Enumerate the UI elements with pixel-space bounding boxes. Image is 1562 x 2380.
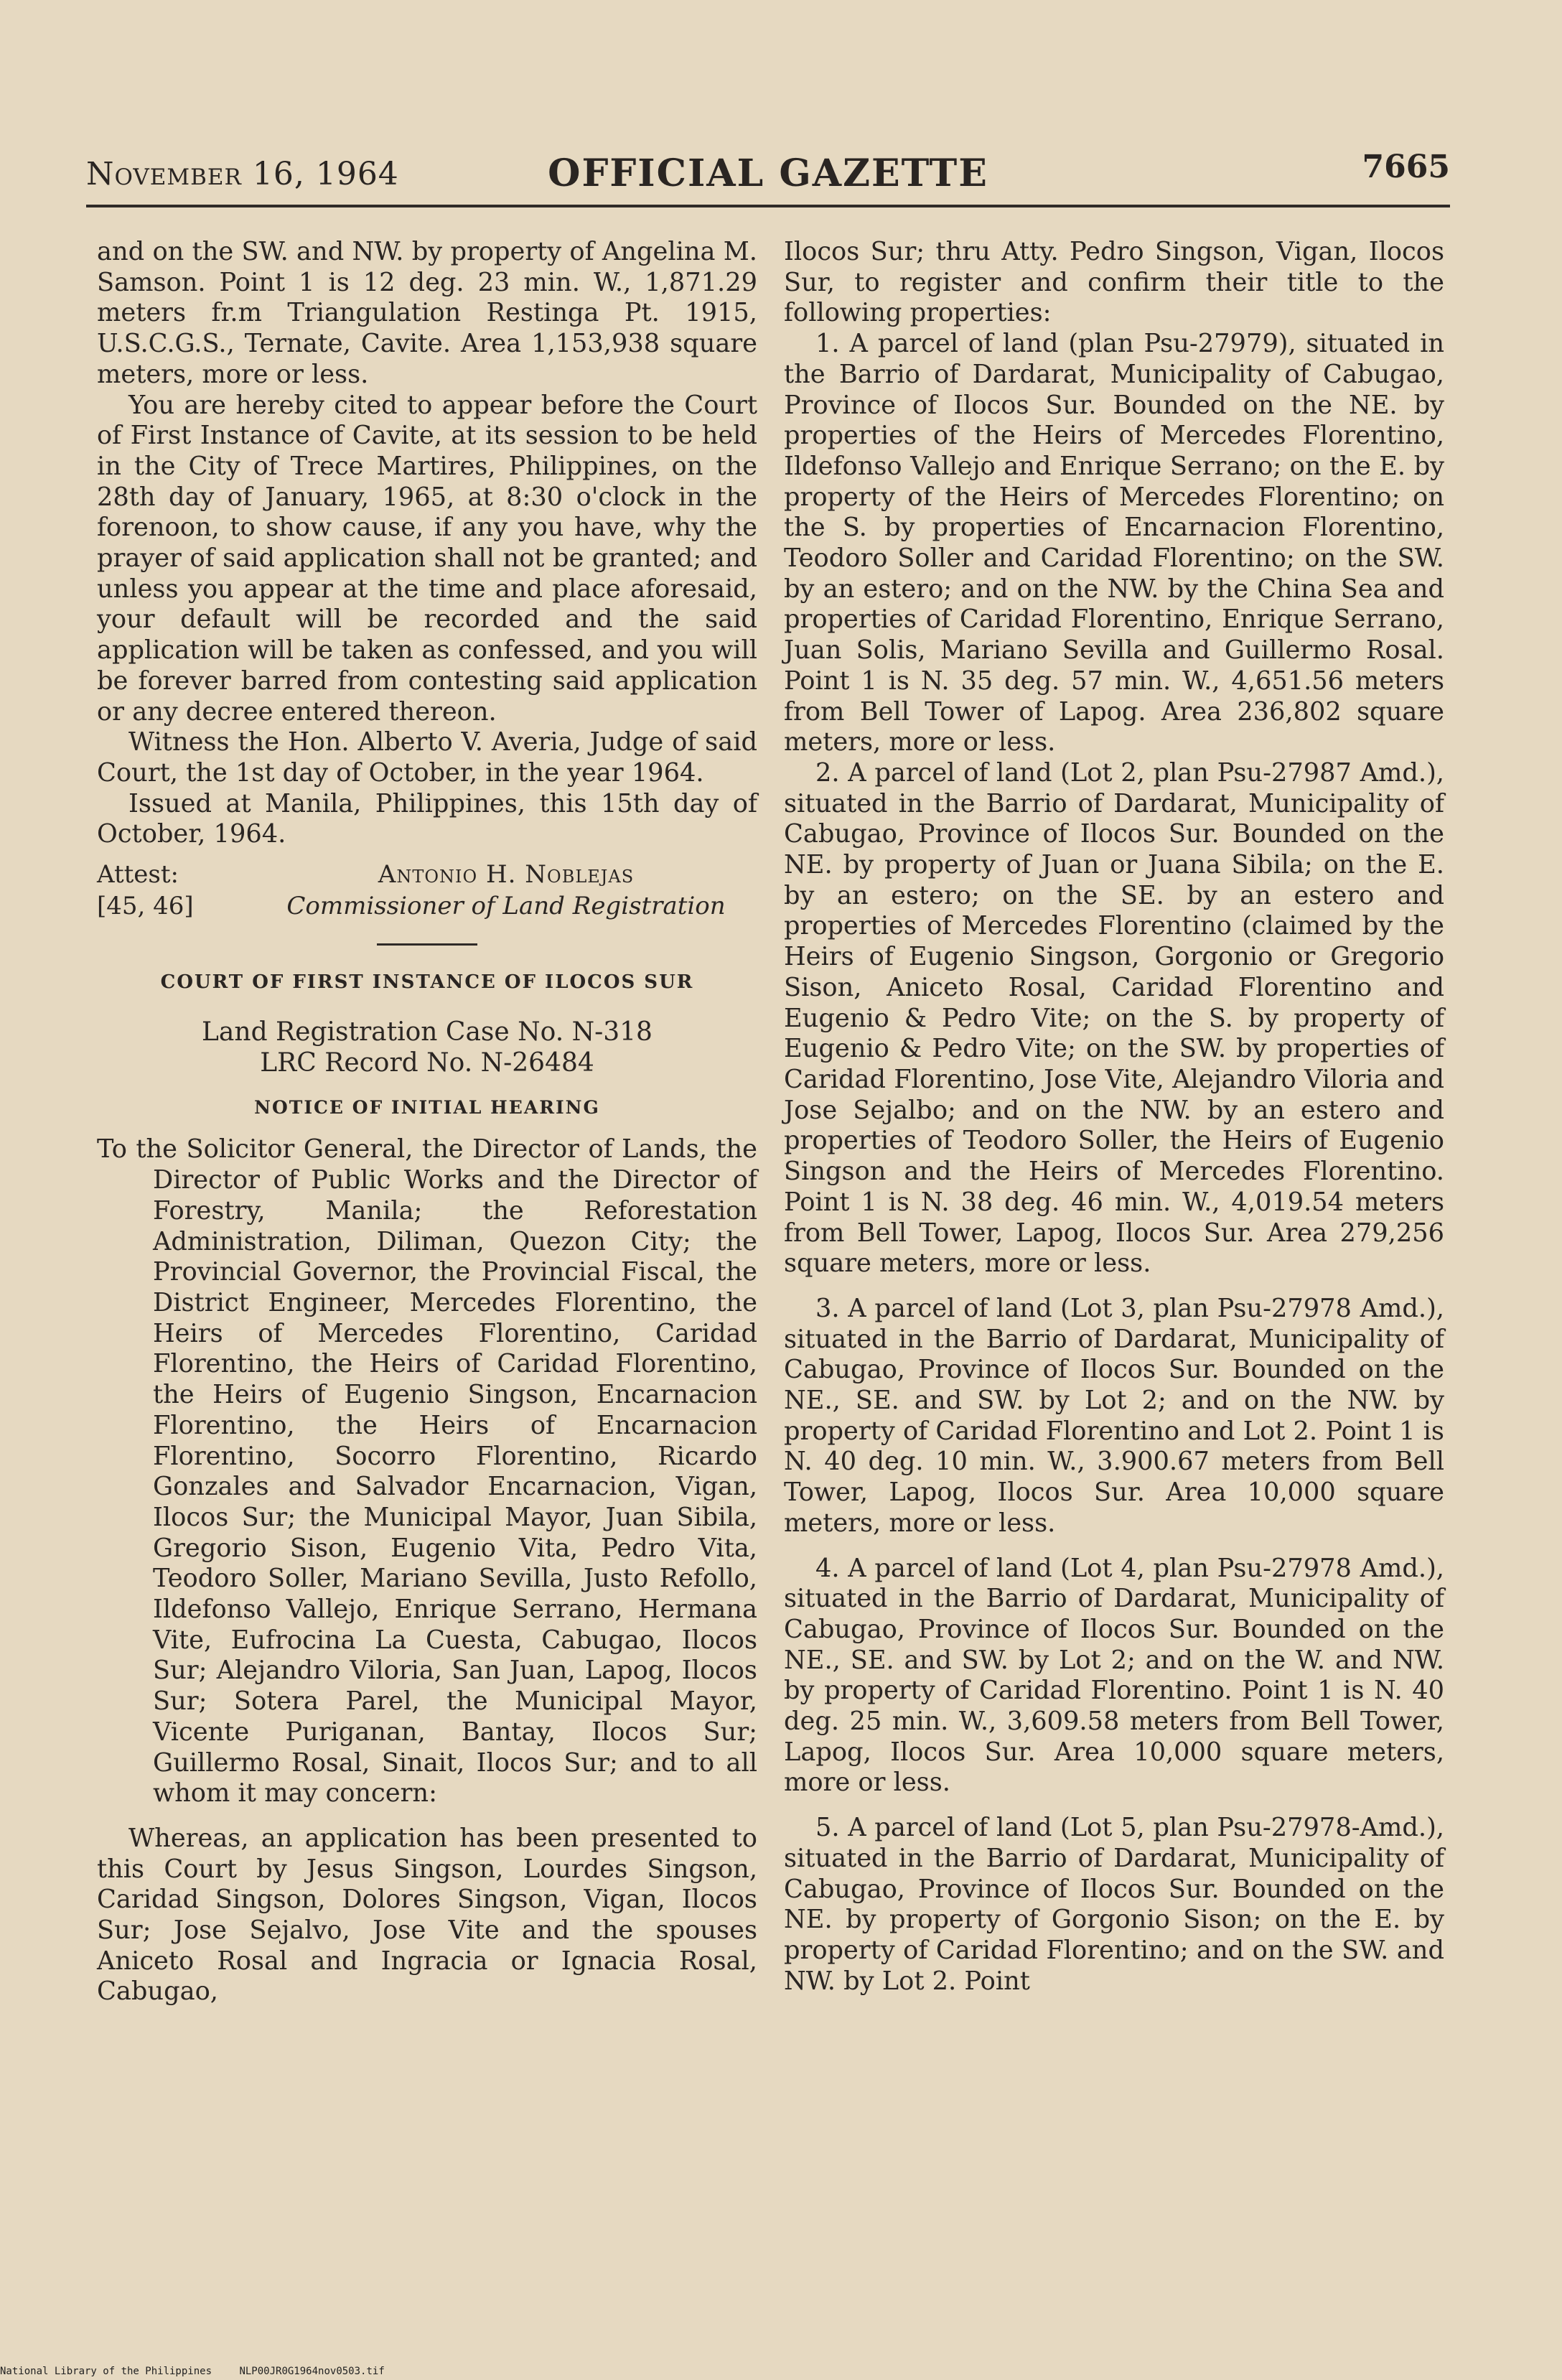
right-column xyxy=(784,237,1444,1997)
attest-role: Commissioner of Land Registration xyxy=(286,892,726,921)
section-divider xyxy=(377,943,477,946)
addressees-paragraph: To the Solicitor General, the Director of Lands, the Director of Public Works and the Director of Forestry, Manila; the Reforestation Administration, Diliman, Quezon City; the Provincial Governor, the Provincial Fiscal, the District Engineer, Mercedes Florentino, the Heirs of Mercedes Florentino, Caridad Florentino, the Heirs of Caridad Florentino, the Heirs of Eugenio Singson, Encarnacion Florentino, the Heirs of Encarnacion Florentino, Socorro Florentino, Ricardo Gonzales and Salvador Encarnacion, Vigan, Ilocos Sur; the Municipal Mayor, Juan Sibila, Gregorio Sison, Eugenio Vita, Pedro Vita, Teodoro Soller, Mariano Sevilla, Justo Refollo, Ildefonso Vallejo, Enrique Serrano, Hermana Vite, Eufrocina La Cuesta, Cabugao, Ilocos Sur; Alejandro Viloria, San Juan, Lapog, Ilocos Sur; Sotera Parel, the Municipal Mayor, Vicente Puriganan, Bantay, Ilocos Sur; Guillermo Rosal, Sinait, Ilocos Sur; and to all whom it may concern: xyxy=(97,1134,757,1809)
paragraph: Ilocos Sur; thru Atty. Pedro Singson, Vigan, Ilocos Sur, to register and confirm their title to the following properties: xyxy=(784,237,1444,328)
attest-ref: [45, 46] xyxy=(97,892,194,921)
attest-block xyxy=(97,859,757,922)
lrc-record-number: LRC Record No. N-26484 xyxy=(260,1047,594,1078)
attest-label: Attest: xyxy=(97,860,179,890)
attest-name: Antonio H. Noblejas xyxy=(378,860,635,890)
paragraph: Witness the Hon. Alberto V. Averia, Judge of said Court, the 1st day of October, in the year 1964. xyxy=(97,727,757,788)
parcel-paragraph: 4. A parcel of land (Lot 4, plan Psu-27978 Amd.), situated in the Barrio of Dardarat, Municipality of Cabugao, Province of Ilocos Sur. Bounded on the NE., SE. and SW. by Lot 2; and on the W. and NW. by property of Caridad Florentino. Point 1 is N. 40 deg. 25 min. W., 3,609.58 meters from Bell Tower, Lapog, Ilocos Sur. Area 10,000 square meters, more or less. xyxy=(784,1553,1444,1798)
left-column xyxy=(97,237,757,2007)
scan-footer xyxy=(0,2366,1562,2377)
footer-library: National Library of the Philippines xyxy=(0,2366,212,2377)
header-date: November 16, 1964 xyxy=(86,156,399,192)
footer-file: NLP00JR0G1964nov0503.tif xyxy=(239,2366,385,2377)
parcel-paragraph: 1. A parcel of land (plan Psu-27979), situated in the Barrio of Dardarat, Municipality of Cabugao, Province of Ilocos Sur. Bounded on the NE. by properties of the Heirs of Mercedes Florentino, Ildefonso Vallejo and Enrique Serrano; on the E. by property of the Heirs of Mercedes Florentino; on the S. by properties of Encarnacion Florentino, Teodoro Soller and Caridad Florentino; on the SW. by an estero; and on the NW. by the China Sea and properties of Caridad Florentino, Enrique Serrano, Juan Solis, Mariano Sevilla and Guillermo Rosal. Point 1 is N. 35 deg. 57 min. W., 4,651.56 meters from Bell Tower of Lapog. Area 236,802 square meters, more or less. xyxy=(784,329,1444,757)
paragraph: Issued at Manila, Philippines, this 15th day of October, 1964. xyxy=(97,788,757,849)
page-header xyxy=(86,147,1450,197)
header-title: OFFICIAL GAZETTE xyxy=(548,151,988,195)
parcel-paragraph: 5. A parcel of land (Lot 5, plan Psu-27978-Amd.), situated in the Barrio of Dardarat, Municipality of Cabugao, Province of Ilocos Sur. Bounded on the NE. by property of Gorgonio Sison; on the E. by property of Caridad Florentino; and on the SW. and NW. by Lot 2. Point xyxy=(784,1813,1444,1996)
parcel-paragraph: 2. A parcel of land (Lot 2, plan Psu-27987 Amd.), situated in the Barrio of Dardarat, Municipality of Cabugao, Province of Ilocos Sur. Bounded on the NE. by property of Juan or Juana Sibila; on the E. by an estero; on the SE. by an estero and properties of Mercedes Florentino (claimed by the Heirs of Eugenio Singson, Gorgonio or Gregorio Sison, Aniceto Rosal, Caridad Florentino and Eugenio & Pedro Vite; on the S. by property of Eugenio & Pedro Vite; on the SW. by properties of Caridad Florentino, Jose Vite, Alejandro Viloria and Jose Sejalbo; and on the NW. by an estero and properties of Teodoro Soller, the Heirs of Eugenio Singson and the Heirs of Mercedes Florentino. Point 1 is N. 38 deg. 46 min. W., 4,019.54 meters from Bell Tower, Lapog, Ilocos Sur. Area 279,256 square meters, more or less. xyxy=(784,757,1444,1279)
parcel-paragraph: 3. A parcel of land (Lot 3, plan Psu-27978 Amd.), situated in the Barrio of Dardarat, Municipality of Cabugao, Province of Ilocos Sur. Bounded on the NE., SE. and SW. by Lot 2; and on the NW. by property of Caridad Florentino and Lot 2. Point 1 is N. 40 deg. 10 min. W., 3.900.67 meters from Bell Tower, Lapog, Ilocos Sur. Area 10,000 square meters, more or less. xyxy=(784,1293,1444,1538)
court-heading: COURT OF FIRST INSTANCE OF ILOCOS SUR xyxy=(160,971,694,994)
header-rule xyxy=(86,205,1450,207)
notice-heading: NOTICE OF INITIAL HEARING xyxy=(254,1096,600,1118)
paragraph: and on the SW. and NW. by property of Angelina M. Samson. Point 1 is 12 deg. 23 min. W., 1,871.29 meters fr.m Triangulation Restinga Pt. 1915, U.S.C.G.S., Ternate, Cavite. Area 1,153,938 square meters, more or less. xyxy=(97,237,757,389)
case-number: Land Registration Case No. N-318 xyxy=(202,1017,653,1047)
page-number: 7665 xyxy=(1362,149,1450,185)
paragraph: You are hereby cited to appear before the Court of First Instance of Cavite, at its session to be held in the City of Trece Martires, Philippines, on the 28th day of January, 1965, at 8:30 o'clock in the forenoon, to show cause, if any you have, why the prayer of said application shall not be granted; and unless you appear at the time and place aforesaid, your default will be recorded and the said application will be taken as confessed, and you will be forever barred from contesting said application or any decree entered thereon. xyxy=(97,390,757,727)
paragraph: Whereas, an application has been presented to this Court by Jesus Singson, Lourdes Singson, Caridad Singson, Dolores Singson, Vigan, Ilocos Sur; Jose Sejalvo, Jose Vite and the spouses Aniceto Rosal and Ingracia or Ignacia Rosal, Cabugao, xyxy=(97,1823,757,2007)
